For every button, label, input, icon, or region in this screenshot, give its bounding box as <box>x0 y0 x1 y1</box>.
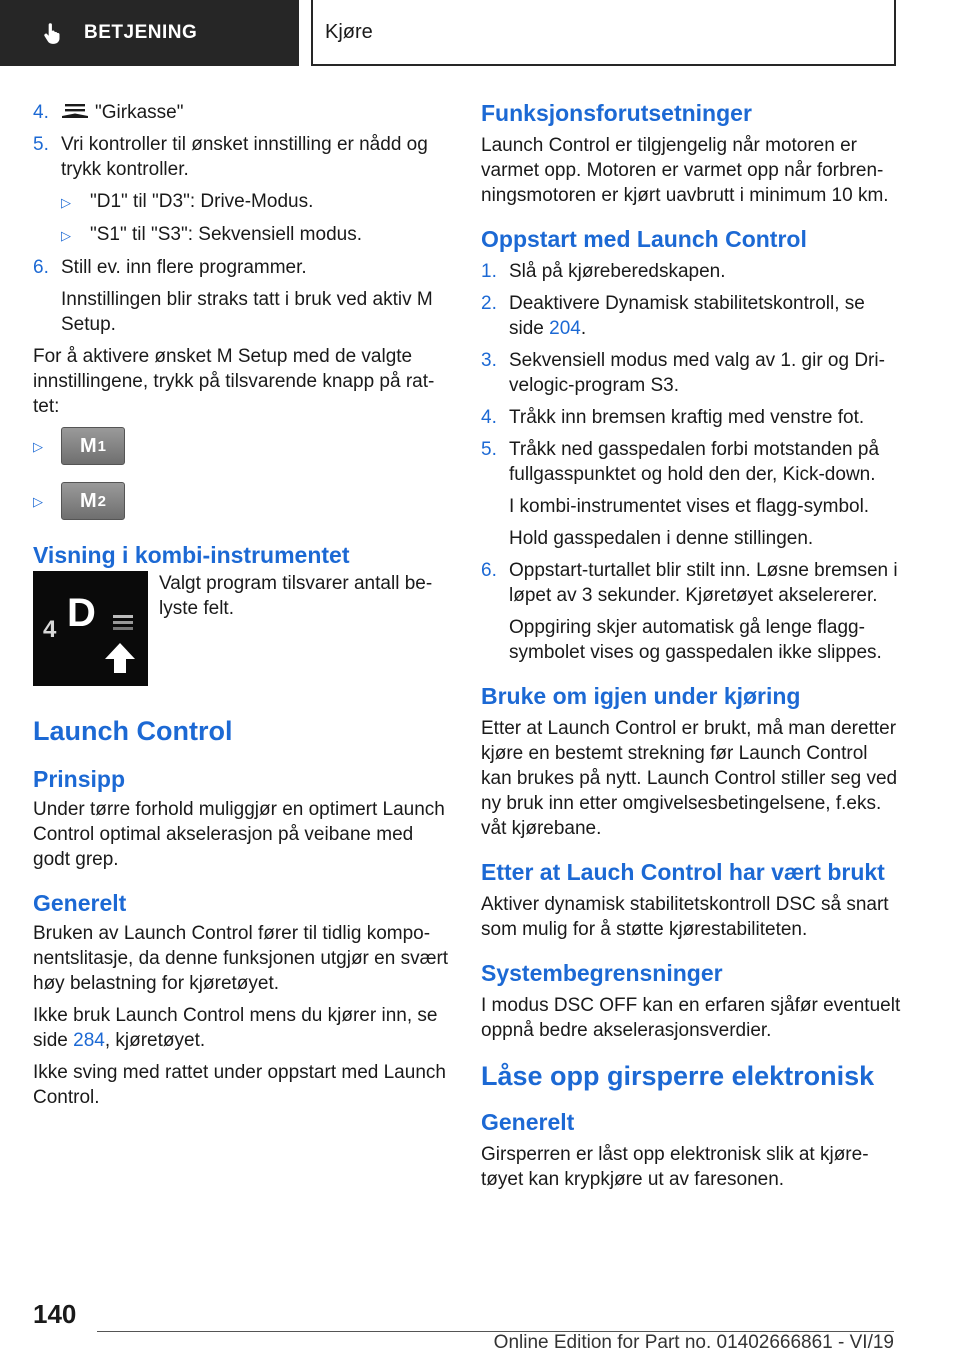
heading-launch-control: Launch Control <box>33 716 233 746</box>
activate-paragraph: For å aktivere ønsket M Setup med de valgte innstillingene, trykk på tilsvarende knapp på rattet: <box>33 346 435 417</box>
start-step-4: 4. Tråkk inn bremsen kraftig med venstre fot. <box>481 407 865 428</box>
sving-text: Ikke sving med rattet under oppstart med Launch Control. <box>33 1062 446 1108</box>
m1-item <box>33 427 453 465</box>
m2-item <box>33 482 453 520</box>
start-step-6: 6. Oppstart-turtallet blir stilt inn. Løsne bremsen i løpet av 3 sekunder. Kjøretøyet akselererer. <box>481 560 898 606</box>
section-tab-label: BETJENING <box>84 22 198 43</box>
bullet-sequential-mode: ▷ "S1" til "S3": Sekvensiell modus. <box>61 222 453 248</box>
start-step-3: 3. Sekvensiell modus med valg av 1. gir og Drivelogic-program S3. <box>481 350 885 396</box>
system-text: I modus DSC OFF kan en erfaren sjåfør eventuelt oppnå bedre akselerasjonsverdier. <box>481 995 901 1041</box>
prinsipp-text: Under tørre forhold muliggjør en optimert Launch Control optimal akselerasjon på veibane med godt grep. <box>33 799 445 870</box>
page-number: 140 <box>33 1299 77 1329</box>
m1-button-icon: M 1 <box>61 427 125 465</box>
start-step-5-note-1: I kombi-instrumentet vises et flagg-symbol. <box>509 496 870 517</box>
heading-systembegrensninger: Systembegrensninger <box>481 960 723 986</box>
step-5: 5. Vri kontroller til ønsket innstilling er nådd og trykk kontroller. <box>33 134 428 180</box>
heading-oppstart: Oppstart med Launch Control <box>481 226 807 252</box>
kombi-section <box>33 571 453 686</box>
bruke-text: Etter at Launch Control er brukt, må man deretter kjøre en bestemt strekning før Launch Control kan brukes på nytt. Launch Control stiller seg ved ny bruk inn etter omgivelsesbetingelsene, f.eks. våt kjørebane. <box>481 718 898 839</box>
bullet-drive-mode: ▷ "D1" til "D3": Drive-Modus. <box>61 189 453 215</box>
triangle-bullet-icon: ▷ <box>61 195 71 210</box>
step-6: 6. Still ev. inn flere programmer. <box>33 257 307 278</box>
triangle-bullet-icon: ▷ <box>61 228 71 243</box>
step-6-note: Innstillingen blir straks tatt i bruk ved aktiv M Setup. <box>61 289 433 335</box>
start-step-6-note: Oppgiring skjer automatisk gå lenge flaggsymbolet vises og gasspedalen ikke slippes. <box>509 617 882 663</box>
kombi-gear-small: 4 <box>43 616 57 643</box>
chapter-tab[interactable] <box>311 0 896 66</box>
m2-button-icon: M 2 <box>61 482 125 520</box>
section-tab[interactable] <box>0 0 299 66</box>
start-step-5: 5. Tråkk ned gasspedalen forbi motstanden på fullgasspunktet og hold den der, Kick-down. <box>481 439 880 485</box>
page-header <box>0 0 960 66</box>
start-step-1: 1. Slå på kjøreberedskapen. <box>481 261 726 282</box>
page-link-284[interactable]: 284 <box>73 1030 105 1051</box>
left-column <box>33 100 453 1117</box>
chapter-tab-label: Kjøre <box>325 20 373 43</box>
generelt-text: Bruken av Launch Control fører til tidlig komponentslitasje, da denne funksjonen utgjør en svært høy belastning for kjøretøyet. <box>33 923 449 994</box>
page-footer <box>0 1295 960 1362</box>
innkjoring-text: Ikke bruk Launch Control mens du kjører inn, se side 284, kjøretøyet. <box>33 1005 438 1051</box>
shift-bars-icon <box>113 613 135 635</box>
gearbox-menu-icon <box>61 102 89 120</box>
edition-text: Online Edition for Part no. 01402666861 - VI/19 <box>493 1332 894 1353</box>
etter-text: Aktiver dynamisk stabilitetskontroll DSC så snart som mulig for å støtte kjørestabiliteten. <box>481 894 889 940</box>
triangle-bullet-icon: ▷ <box>33 438 43 454</box>
heading-prinsipp: Prinsipp <box>33 766 126 792</box>
heading-funksjonsforutsetninger: Funksjonsforutsetninger <box>481 100 752 126</box>
triangle-bullet-icon: ▷ <box>33 493 43 509</box>
kombi-gear-big: D <box>67 591 96 635</box>
right-column <box>481 100 901 1199</box>
kombi-description: Valgt program tilsvarer antall belyste felt. <box>159 573 433 619</box>
kombi-display-image <box>33 571 148 686</box>
step-4: 4. "Girkasse" <box>33 102 184 123</box>
start-step-5-note-2: Hold gasspedalen i denne stillingen. <box>509 528 814 549</box>
start-step-2: 2. Deaktivere Dynamisk stabilitetskontroll, se side 204. <box>481 293 865 339</box>
funksjon-text: Launch Control er tilgjengelig når motoren er varmet opp. Motoren er varmet opp når forbrenningsmotoren er kjørt uavbrutt i minimum 10 km. <box>481 135 889 206</box>
heading-generelt-2: Generelt <box>481 1109 575 1135</box>
upshift-arrow-icon <box>103 641 137 675</box>
generelt2-text: Girsperren er låst opp elektronisk slik at kjøretøyet kan krypkjøre ut av faresonen. <box>481 1144 869 1190</box>
heading-generelt: Generelt <box>33 890 127 916</box>
heading-etter-bruk: Etter at Lauch Control har vært brukt <box>481 859 885 885</box>
heading-lase-opp-girsperre: Låse opp girsperre elektronisk <box>481 1061 875 1091</box>
heading-visning: Visning i kombi-instrumentet <box>33 542 350 568</box>
heading-bruke-om-igjen: Bruke om igjen under kjøring <box>481 683 801 709</box>
hand-pointer-icon <box>40 20 66 46</box>
page-link-204[interactable]: 204 <box>549 318 581 339</box>
